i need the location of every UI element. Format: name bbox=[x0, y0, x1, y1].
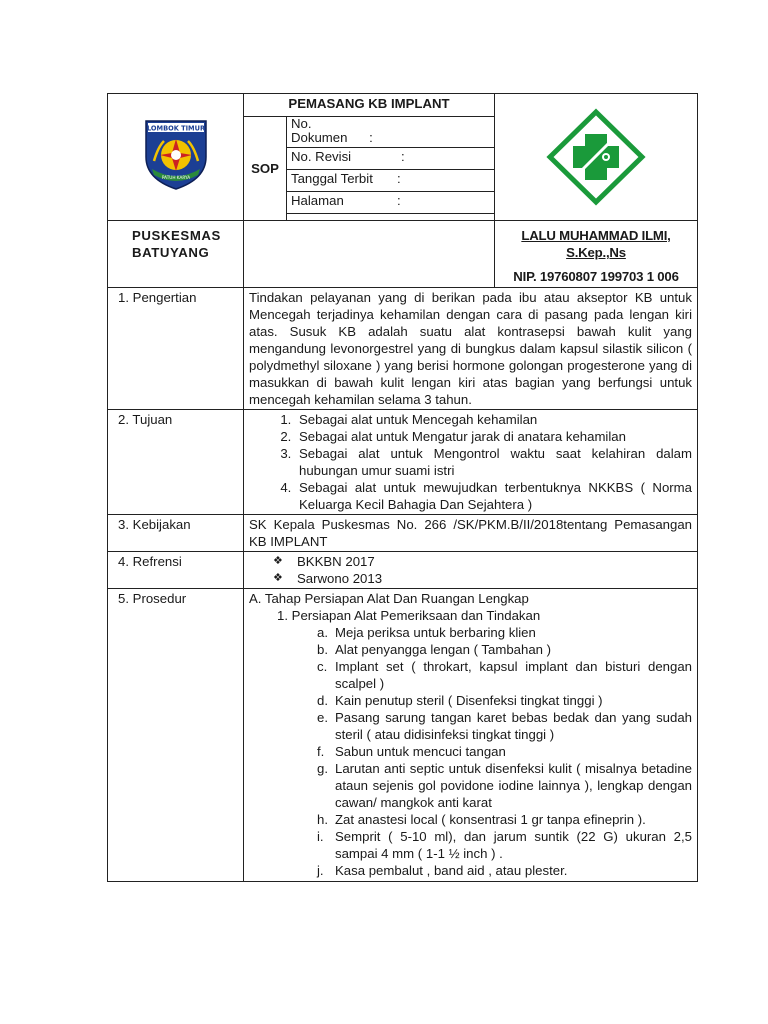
section-label-tujuan: 2. Tujuan bbox=[108, 410, 244, 515]
prosedur-step-1: 1. Persiapan Alat Pemeriksaan dan Tindakan bbox=[277, 608, 541, 623]
logo-motto-text: PATUH KARYA bbox=[161, 175, 190, 180]
field-no-dokumen-label: No. bbox=[291, 116, 312, 131]
signatory-nip: NIP. 19760807 199703 1 006 bbox=[513, 269, 679, 284]
document-title: PEMASANG KB IMPLANT bbox=[244, 94, 495, 117]
field-no-dokumen-sep: : bbox=[369, 130, 373, 145]
list-item: e. Pasang sarung tangan karet bebas bedak dan yang sudah steril ( atau didisinfeksi tingkat tinggi ) bbox=[317, 710, 692, 742]
section-content-prosedur bbox=[244, 589, 698, 882]
section-content-referensi bbox=[244, 552, 698, 589]
field-halaman bbox=[287, 192, 495, 214]
section-text-kebijakan: SK Kepala Puskesmas No. 266 /SK/PKM.B/II/2018tentang Pemasangan KB IMPLANT bbox=[244, 515, 698, 552]
field-halaman-label: Halaman bbox=[291, 193, 344, 208]
section-label-pengertian: 1. Pengertian bbox=[108, 288, 244, 410]
list-item: g. Larutan anti septic untuk disenfeksi kulit ( misalnya betadine ataun sejenis gol povidone iodine lainnya ), lengkap dengan cawan/ mangkok anti karat bbox=[317, 761, 692, 810]
list-item: d. Kain penutup steril ( Disenfeksi tingkat tinggi ) bbox=[317, 693, 603, 708]
institution-name bbox=[108, 221, 244, 288]
institution-line-2: BATUYANG bbox=[132, 245, 210, 260]
sop-document bbox=[107, 93, 697, 882]
puskesmas-cross-logo-icon bbox=[544, 108, 648, 206]
section-content-tujuan bbox=[244, 410, 698, 515]
field-no-revisi-label: No. Revisi bbox=[291, 149, 352, 164]
sop-label: SOP bbox=[244, 117, 287, 221]
left-logo-cell bbox=[108, 94, 244, 221]
section-label-referensi: 4. Refrensi bbox=[108, 552, 244, 589]
list-item: c. Implant set ( throkart, kapsul implant dan bisturi dengan scalpel ) bbox=[317, 659, 692, 691]
list-item: a. Meja periksa untuk berbaring klien bbox=[317, 625, 536, 640]
list-item: 3. Sebagai alat untuk Mengontrol waktu saat kelahiran dalam hubungan umur suami istri bbox=[295, 445, 692, 479]
list-item: ❖ BKKBN 2017 bbox=[293, 553, 692, 570]
sop-table bbox=[107, 93, 698, 882]
list-item: j. Kasa pembalut , band aid , atau plester. bbox=[317, 863, 568, 878]
referensi-list bbox=[249, 553, 692, 587]
field-no-revisi bbox=[287, 148, 495, 170]
right-logo-cell bbox=[495, 94, 698, 221]
field-no-revisi-sep: : bbox=[401, 149, 405, 164]
list-item: 1. Sebagai alat untuk Mencegah kehamilan bbox=[295, 411, 692, 428]
signatory-name: LALU MUHAMMAD ILMI, S.Kep.,Ns bbox=[521, 228, 671, 260]
field-no-dokumen bbox=[287, 117, 495, 148]
institution-line-1: PUSKESMAS bbox=[132, 228, 221, 243]
section-text-pengertian: Tindakan pelayanan yang di berikan pada ibu atau akseptor KB untuk Mencegah terjadinya kehamilan dengan cara di pasang pada lengan kiri atas. Susuk KB adalah suatu alat kontrasepsi bawah kulit yang mengandung levonorgestrel yang di bungkus dalam kapsul silastik silicon ( polydmethyl siloxane ) yang berisi hormone golongan progesterone yang di masukkan di bawah kulit lengan kiri atas bagian yang berfungsi untuk mencegah kehamilan selama 3 tahun. bbox=[244, 288, 698, 410]
tujuan-list bbox=[249, 411, 692, 513]
list-item: f. Sabun untuk mencuci tangan bbox=[317, 744, 506, 759]
list-item: i. Semprit ( 5-10 ml), dan jarum suntik (22 G) ukuran 2,5 sampai 4 mm ( 1-1 ½ inch ) . bbox=[317, 829, 692, 861]
field-tanggal-terbit-label: Tanggal Terbit bbox=[291, 171, 373, 186]
list-item: b. Alat penyangga lengan ( Tambahan ) bbox=[317, 642, 552, 657]
list-item: ❖ Sarwono 2013 bbox=[293, 570, 692, 587]
list-item: 4. Sebagai alat untuk mewujudkan terbentuknya NKKBS ( Norma Keluarga Kecil Bahagia Dan Sejahtera ) bbox=[295, 479, 692, 513]
section-label-prosedur: 5. Prosedur bbox=[108, 589, 244, 882]
logo-banner-text: LOMBOK TIMUR bbox=[146, 124, 205, 133]
section-label-kebijakan: 3. Kebijakan bbox=[108, 515, 244, 552]
list-item: 2. Sebagai alat untuk Mengatur jarak di anatara kehamilan bbox=[295, 428, 692, 445]
header-spacer bbox=[287, 214, 495, 221]
signatory bbox=[495, 221, 698, 288]
prosedur-list bbox=[249, 624, 692, 879]
prosedur-step-a: A. Tahap Persiapan Alat Dan Ruangan Lengkap bbox=[249, 591, 529, 606]
field-no-dokumen-label-2: Dokumen bbox=[291, 130, 348, 145]
field-tanggal-terbit bbox=[287, 170, 495, 192]
field-tanggal-terbit-sep: : bbox=[397, 171, 401, 186]
field-halaman-sep: : bbox=[397, 193, 401, 208]
lombok-timur-emblem-icon bbox=[140, 117, 212, 193]
list-item: h. Zat anastesi local ( konsentrasi 1 gr tanpa efineprin ). bbox=[317, 812, 646, 827]
blank-cell bbox=[244, 221, 495, 288]
